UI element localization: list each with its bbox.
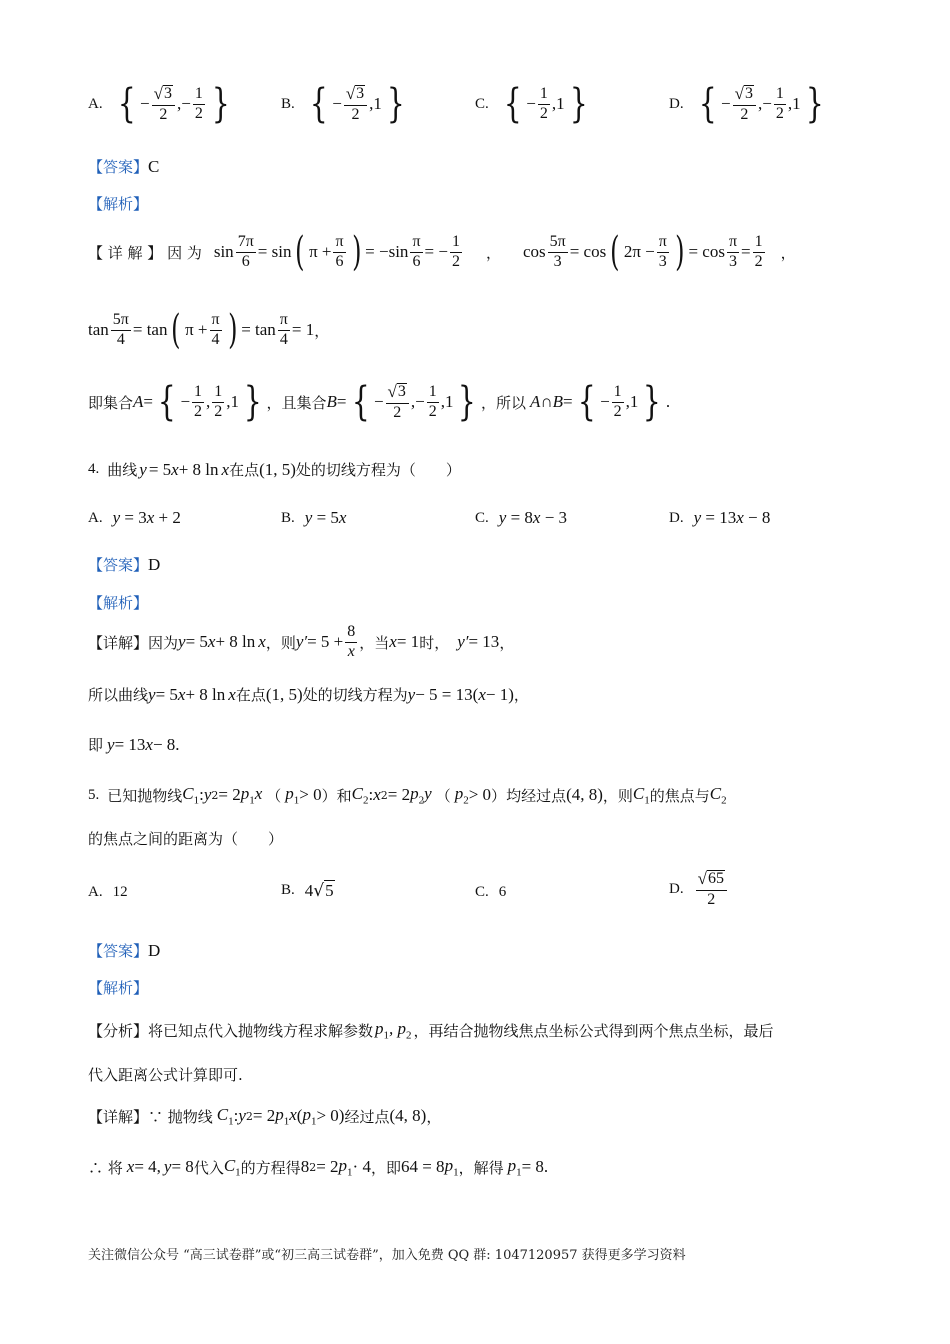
- q5-fenxi-line1: 【分析】将已知点代入抛物线方程求解参数 $p_1$, $p_2$ ，再结合抛物线焦点坐标公式得到两个焦点坐标，最后: [88, 1019, 774, 1042]
- q4-option-c: C. y = 8 x − 3: [475, 508, 568, 527]
- q5-answer: 【答案】 D: [88, 940, 161, 960]
- q4-option-d: D. y = 13 x − 8: [669, 508, 771, 527]
- q4-detail-line2: 所以曲线 y = 5 x + 8 ln x 在点 (1, 5) 处的切线方程为 y − 5 = 13( x − 1) ，: [88, 684, 529, 704]
- q3-answer: 【答案】 C: [88, 156, 160, 176]
- q4-option-a: A. y = 3 x + 2: [88, 508, 181, 527]
- q5-stem-line1: 5. 已知抛物线 $C_1$ : y 2 = 2 $p_1x$ （ $p_1$ > 0 ） 和 $C_2$ : x 2 = 2 $p_2y$ （ $p_2$ > 0 ） 均经过点 (4, 8) ，则 $C_1$ 的焦点与 $C_2$: [88, 784, 727, 807]
- q4-analysis-heading: 【解析】: [88, 594, 149, 612]
- q4-stem: 4. 曲线 y = 5 x + 8 ln x 在点 (1, 5) 处的切线方程为（ ）: [88, 459, 461, 479]
- q3-conclusion: 即集合 A = { − $\frac{1}{2}$ , $\frac{1}{2}$ ,1 } ，且集合 B = { − √ 3 2 ,− $\frac{1}{2}$ ,1 } ，所以 A ∩ B = { − $\frac{1}{2}$ ,1 } .: [88, 379, 671, 425]
- q3-option-b: B. { − √ 3 2 ,1 }: [281, 81, 405, 127]
- q4-option-b: B. y = 5 x: [281, 508, 347, 527]
- q5-detail-line2: ∴ 将 x = 4, y = 8 代入 $C_1$ 的方程得 8 2 = 2 $p_1$ · 4 ，即 64 = 8 $p_1$ ，解得 $p_1$ = 8.: [88, 1156, 549, 1179]
- q3-detail-tan: tan $\frac{5\pi}{4}$ = tan ( π + $\frac{\pi}{4}$ ) = tan $\frac{\pi}{4}$ = 1 ，: [88, 307, 330, 353]
- q5-stem-line2: 的焦点之间的距离为（ ）: [88, 830, 284, 848]
- q5-fenxi-line2: 代入距离公式计算即可.: [88, 1066, 243, 1084]
- q4-detail-line3: 即 y = 13 x − 8.: [88, 734, 180, 754]
- q3-option-d: D. { − √ 3 2 ,− $\frac{1}{2}$ ,1 }: [669, 81, 824, 127]
- page-footer: 关注微信公众号 “高三试卷群”或“初三高三试卷群”，加入免费 QQ 群: 1047120957 获得更多学习资料: [88, 1248, 686, 1263]
- q4-answer: 【答案】 D: [88, 554, 161, 574]
- q5-option-c: C. 6: [475, 884, 507, 900]
- q5-option-a: A. 12: [88, 884, 128, 900]
- q5-analysis-heading: 【解析】: [88, 979, 149, 997]
- q3-option-a: A. { − √ 3 2 ,− $\frac{1}{2}$ }: [88, 81, 230, 127]
- q5-detail-line1: 【详解】∵ 抛物线 $C_1$ : y 2 = 2 $p_1x$ ( $p_1$ > 0) 经过点 (4, 8) ，: [88, 1105, 442, 1128]
- q3-analysis-heading: 【解析】: [88, 195, 149, 213]
- q4-detail-line1: 【详解】因为 y = 5 x + 8 ln x ，则 y′ = 5 + $\frac{8}{x}$ ，当 x = 1 时， y′ = 13 ，: [88, 623, 515, 660]
- q3-option-c: C. { − $\frac{1}{2}$ ,1 }: [475, 81, 588, 127]
- q5-option-b: B. 4 √ 5: [281, 880, 334, 901]
- q3-detail-line1: 【 详 解 】 因 为 sin $\frac{7\pi}{6}$ = sin ( π + $\frac{\pi}{6}$ ) = −sin $\frac{\pi}{6}$ = − $\frac{1}{2}$ ， cos $\frac{5\pi}{3}$ = cos ( 2π − $\frac{\pi}{3}$ ) = cos $\frac{\pi}{3}$ = $\frac{1}{2}$ ，: [88, 229, 796, 275]
- q5-option-d: D. √ 65 2: [669, 870, 729, 909]
